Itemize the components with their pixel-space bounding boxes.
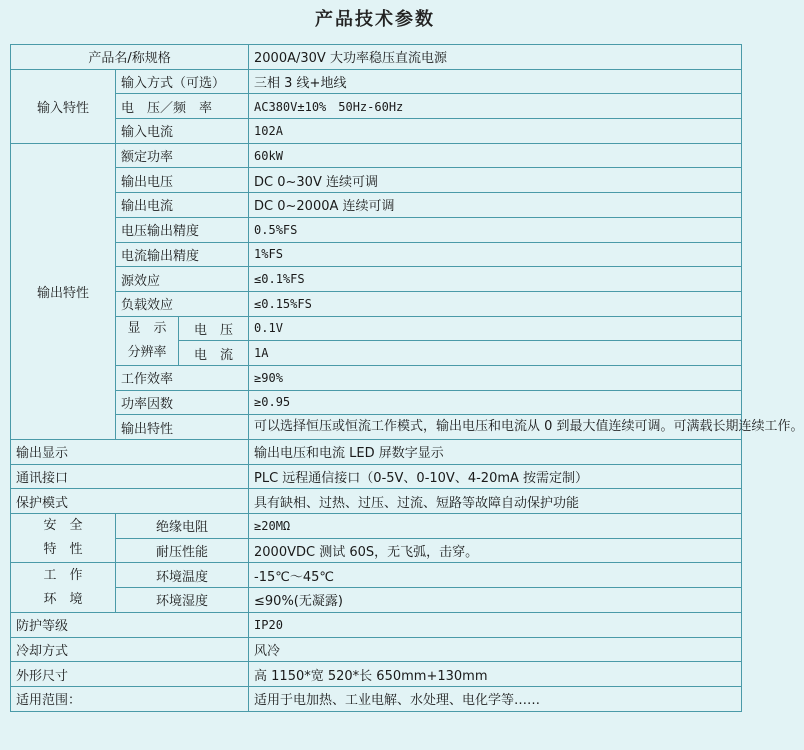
load-effect-label: 负载效应 — [116, 291, 249, 316]
comm-value: PLC 远程通信接口（0-5V、0-10V、4-20mA 按需定制） — [249, 464, 742, 489]
table-row — [11, 612, 742, 637]
resolution-label-line1: 显 示 — [127, 320, 167, 336]
input-mode-value: 三相 3 线+地线 — [249, 69, 742, 94]
input-group-label: 输入特性 — [11, 69, 116, 143]
table-row — [11, 538, 742, 563]
rated-power-value: 60kW — [249, 143, 742, 168]
page-title: 产品技术参数 — [315, 9, 435, 30]
current-accuracy-value: 1%FS — [249, 242, 742, 267]
dimensions-label: 外形尺寸 — [11, 662, 249, 687]
resolution-label — [116, 316, 179, 365]
insulation-label: 绝缘电阻 — [116, 514, 249, 539]
ip-label: 防护等级 — [11, 612, 249, 637]
output-characteristic-label: 输出特性 — [116, 415, 249, 440]
application-value: 适用于电加热、工业电解、水处理、电化学等…… — [249, 686, 742, 711]
output-characteristic-value: 可以选择恒压或恒流工作模式，输出电压和电流从 0 到最大值连续可调。可满载长期连续工作。 — [249, 415, 742, 440]
product-name-value: 2000A/30V 大功率稳压直流电源 — [249, 45, 742, 70]
table-row — [11, 119, 742, 144]
protection-value: 具有缺相、过热、过压、过流、短路等故障自动保护功能 — [249, 489, 742, 514]
resolution-label-line2: 分辨率 — [127, 344, 167, 360]
table-row — [11, 242, 742, 267]
output-group-label: 输出特性 — [11, 143, 116, 439]
table-row — [11, 45, 742, 70]
display-value: 输出电压和电流 LED 屏数字显示 — [249, 440, 742, 465]
table-row — [11, 464, 742, 489]
input-current-label: 输入电流 — [116, 119, 249, 144]
insulation-value: ≥20MΩ — [249, 514, 742, 539]
humidity-value: ≤90%(无凝露) — [249, 588, 742, 613]
output-current-value: DC 0~2000A 连续可调 — [249, 193, 742, 218]
temperature-value: -15℃～45℃ — [249, 563, 742, 588]
current-accuracy-label: 电流输出精度 — [116, 242, 249, 267]
environment-group-line2: 环 境 — [43, 591, 83, 607]
table-row — [11, 193, 742, 218]
resolution-current-value: 1A — [249, 341, 742, 366]
table-row — [11, 143, 742, 168]
table-row — [11, 637, 742, 662]
safety-group-label — [11, 514, 116, 563]
withstand-label: 耐压性能 — [116, 538, 249, 563]
table-row — [11, 514, 742, 539]
protection-label: 保护模式 — [11, 489, 249, 514]
input-mode-label: 输入方式（可选） — [116, 69, 249, 94]
safety-group-line1: 安 全 — [43, 518, 83, 534]
voltage-accuracy-value: 0.5%FS — [249, 217, 742, 242]
table-row — [11, 267, 742, 292]
efficiency-value: ≥90% — [249, 365, 742, 390]
application-label: 适用范围： — [11, 686, 249, 711]
table-row — [11, 94, 742, 119]
output-voltage-value: DC 0~30V 连续可调 — [249, 168, 742, 193]
voltage-frequency-value: AC380V±10% 50Hz-60Hz — [249, 94, 742, 119]
power-factor-value: ≥0.95 — [249, 390, 742, 415]
load-effect-value: ≤0.15%FS — [249, 291, 742, 316]
output-voltage-label: 输出电压 — [116, 168, 249, 193]
resolution-current-label: 电 流 — [179, 341, 249, 366]
table-row — [11, 440, 742, 465]
table-row — [11, 662, 742, 687]
cooling-value: 风冷 — [249, 637, 742, 662]
cooling-label: 冷却方式 — [11, 637, 249, 662]
voltage-accuracy-label: 电压输出精度 — [116, 217, 249, 242]
table-row — [11, 217, 742, 242]
table-row — [11, 365, 742, 390]
table-row — [11, 390, 742, 415]
dimensions-value: 高 1150*宽 520*长 650mm+130mm — [249, 662, 742, 687]
table-row — [11, 563, 742, 588]
rated-power-label: 额定功率 — [116, 143, 249, 168]
table-row — [11, 291, 742, 316]
table-row — [11, 686, 742, 711]
ip-value: IP20 — [249, 612, 742, 637]
resolution-voltage-label: 电 压 — [179, 316, 249, 341]
table-row — [11, 489, 742, 514]
table-row — [11, 168, 742, 193]
environment-group-line1: 工 作 — [43, 567, 83, 583]
table-row — [11, 588, 742, 613]
table-row — [11, 316, 742, 341]
power-factor-label: 功率因数 — [116, 390, 249, 415]
product-name-label: 产品名/称规格 — [11, 45, 249, 70]
source-effect-label: 源效应 — [116, 267, 249, 292]
table-row — [11, 69, 742, 94]
efficiency-label: 工作效率 — [116, 365, 249, 390]
safety-group-line2: 特 性 — [43, 542, 83, 558]
output-current-label: 输出电流 — [116, 193, 249, 218]
source-effect-value: ≤0.1%FS — [249, 267, 742, 292]
temperature-label: 环境温度 — [116, 563, 249, 588]
environment-group-label — [11, 563, 116, 612]
input-current-value: 102A — [249, 119, 742, 144]
withstand-value: 2000VDC 测试 60S，无飞弧，击穿。 — [249, 538, 742, 563]
display-label: 输出显示 — [11, 440, 249, 465]
resolution-voltage-value: 0.1V — [249, 316, 742, 341]
voltage-frequency-label: 电 压／频 率 — [116, 94, 249, 119]
spec-table — [10, 44, 804, 712]
humidity-label: 环境湿度 — [116, 588, 249, 613]
comm-label: 通讯接口 — [11, 464, 249, 489]
